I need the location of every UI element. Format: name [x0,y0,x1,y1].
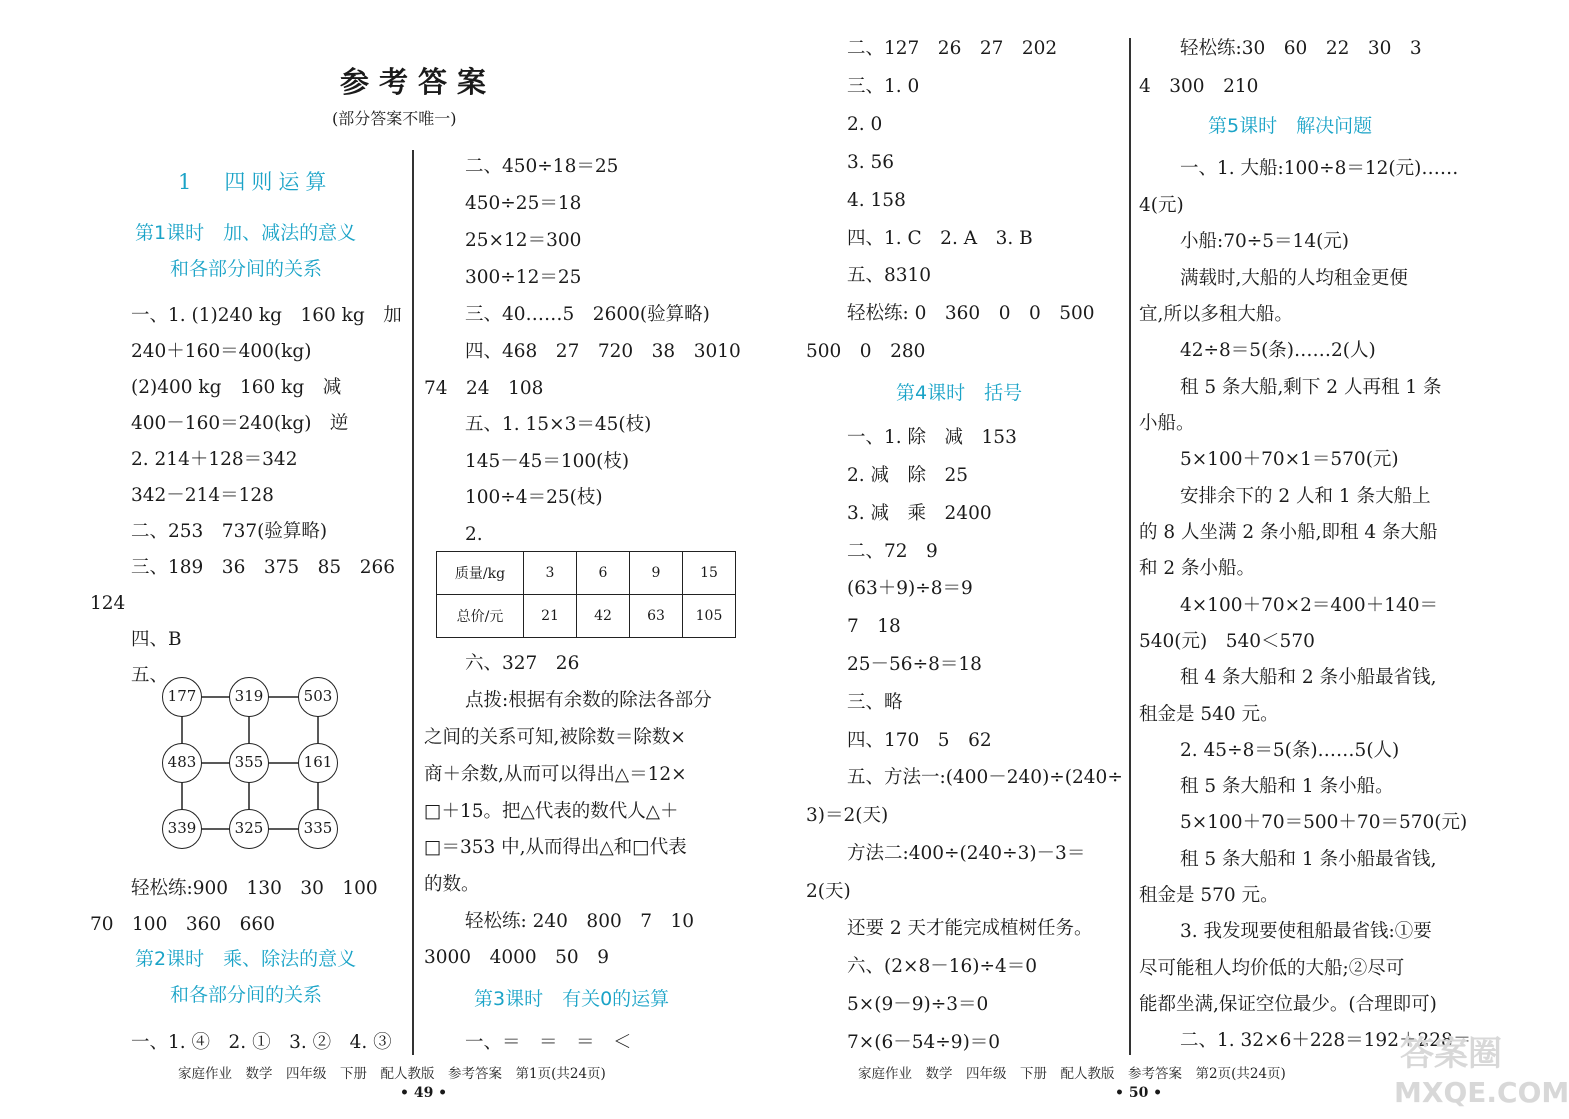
answer-line: 25－56÷8＝18 [847,654,982,675]
answer-line: 124 [90,593,126,614]
answer-line: 租 4 条大船和 2 条小船最省钱, [1180,667,1437,688]
answer-line: 方法二:400÷(240÷3)－3＝ [847,843,1086,864]
table-cell: 6 [577,552,630,595]
answer-line: 小船。 [1139,413,1195,434]
table-header-cell: 总价/元 [437,595,524,638]
table-cell: 105 [683,595,736,638]
lesson-1-heading: 第1课时 加、减法的意义 [135,222,357,244]
answer-line: 42÷8＝5(条)……2(人) [1180,340,1376,361]
answer-line: 三、40……5 2600(验算略) [465,304,710,325]
answer-line: 4×100＋70×2＝400＋140＝ [1180,595,1439,616]
answer-line: 300÷12＝25 [465,267,582,288]
answer-line: 100÷4＝25(枝) [465,487,603,508]
hint-line: 的数。 [424,874,480,895]
answer-line: 二、127 26 27 202 [847,38,1058,59]
answer-line: 三、1. 0 [847,76,920,97]
footer-left: 家庭作业 数学 四年级 下册 配人教版 参考答案 第1页(共24页) [178,1066,606,1082]
answer-line: 满载时,大船的人均租金更便 [1180,268,1408,289]
table-cell: 21 [524,595,577,638]
answer-line: 5×100＋70＝500＋70＝570(元) [1180,812,1468,833]
grid-cell: 483 [162,743,202,783]
hint-line: □＋15。把△代表的数代人△＋ [424,801,679,822]
answer-line: 的 8 人坐满 2 条小船,即租 4 条大船 [1139,522,1438,543]
table-row [437,552,736,595]
watermark-logo: 答案圈 [1400,1034,1502,1074]
answer-line: 7×(6－54÷9)＝0 [847,1032,1001,1053]
answer-line: 二、1. 32×6＋228＝192＋228＝ [1180,1030,1472,1051]
answer-line: 3)＝2(天) [806,805,889,826]
answer-line: 145－45＝100(枝) [465,451,630,472]
answer-line: 轻松练: 240 800 7 10 [465,911,695,932]
grid-cell: 319 [229,677,269,717]
lesson-2-heading-line2: 和各部分间的关系 [170,984,323,1006]
watermark-url: MXQE.COM [1394,1076,1569,1109]
answer-line: 租 5 条大船和 1 条小船最省钱, [1180,849,1437,870]
answer-line: 4 300 210 [1139,76,1259,97]
answer-line: 3. 减 乘 2400 [847,503,992,524]
hint-line: 商＋余数,从而可以得出△＝12× [424,764,687,785]
answer-line: 4. 158 [847,190,906,211]
table-cell: 15 [683,552,736,595]
answer-line: 尽可能租人均价低的大船;②尽可 [1139,958,1405,979]
answer-line: 租金是 570 元。 [1139,885,1279,906]
answer-line: 一、1. 大船:100÷8＝12(元)…… [1180,158,1459,179]
answer-line: 轻松练:30 60 22 30 3 [1180,38,1422,59]
answer-line: 240＋160＝400(kg) [131,341,312,362]
answer-line: 租 5 条大船和 1 条小船。 [1180,776,1394,797]
answer-line: 4(元) [1139,195,1184,216]
hint-line: 之间的关系可知,被除数＝除数× [424,727,686,748]
answer-line: 四、170 5 62 [847,730,992,751]
answer-line: 二、450÷18＝25 [465,156,619,177]
answer-line: 五、1. 15×3＝45(枝) [465,414,652,435]
answer-line: (2)400 kg 160 kg 减 [131,377,342,398]
table-cell: 63 [630,595,683,638]
answer-line: 轻松练:900 130 30 100 [131,878,378,899]
lesson-5-heading: 第5课时 解决问题 [1208,115,1373,137]
page-number-right: • 50 • [1115,1085,1163,1101]
grid-cell: 335 [298,809,338,849]
table-cell: 3 [524,552,577,595]
grid-cell: 503 [298,677,338,717]
grid-cell: 355 [229,743,269,783]
answer-line: 三、189 36 375 85 266 [131,557,396,578]
answer-line: 小船:70÷5＝14(元) [1180,231,1350,252]
price-table [436,551,736,638]
lesson-2-heading: 第2课时 乘、除法的意义 [135,948,357,970]
answer-line: 2(天) [806,881,851,902]
answer-line: 租金是 540 元。 [1139,704,1279,725]
answer-line: 五、8310 [847,265,932,286]
lesson-3-heading: 第3课时 有关0的运算 [474,988,670,1010]
answer-line: 2. 214＋128＝342 [131,449,298,470]
answer-line: 2. 减 除 25 [847,465,969,486]
answer-line: 2. [465,524,483,545]
answer-line: 四、1. C 2. A 3. B [847,228,1033,249]
hint-line: □＝353 中,从而得出△和□代表 [424,837,687,858]
answer-line: 3. 我发现要使租船最省钱:①要 [1180,921,1432,942]
grid-cell: 161 [298,743,338,783]
answer-line: 2. 0 [847,114,883,135]
answer-line: 2. 45÷8＝5(条)……5(人) [1180,740,1400,761]
table-header-cell: 质量/kg [437,552,524,595]
answer-line: 一、1. ④ 2. ① 3. ② 4. ③ [131,1032,392,1053]
answer-line: 四、468 27 720 38 3010 [465,341,741,362]
answer-line: 三、略 [847,692,903,713]
grid-cell: 325 [229,809,269,849]
grid-cell: 339 [162,809,202,849]
answer-line: 租 5 条大船,剩下 2 人再租 1 条 [1180,377,1442,398]
answer-line: 四、B [131,629,182,650]
answer-line: 轻松练: 0 360 0 0 500 [847,303,1095,324]
answer-line: (63＋9)÷8＝9 [847,578,973,599]
answer-line: 7 18 [847,616,901,637]
lesson-1-heading-line2: 和各部分间的关系 [170,258,323,280]
table-row [437,595,736,638]
page-title: 参考答案 [340,65,497,99]
column-divider-right [1129,38,1131,1055]
answer-line: 400－160＝240(kg) 逆 [131,413,349,434]
hint-line: 点拨:根据有余数的除法各部分 [465,690,712,711]
table-cell: 9 [630,552,683,595]
unit-title: 1 四则运算 [178,170,333,194]
answer-line: 安排余下的 2 人和 1 条大船上 [1180,486,1431,507]
grid-cell: 177 [162,677,202,717]
answer-line: 六、(2×8－16)÷4＝0 [847,956,1038,977]
column-divider-left [412,150,414,1055]
answer-line: 450÷25＝18 [465,193,582,214]
table-cell: 42 [577,595,630,638]
answer-line: 70 100 360 660 [90,914,275,935]
answer-line: 25×12＝300 [465,230,582,251]
grid-connectors [0,0,400,860]
lesson-4-heading: 第4课时 括号 [896,382,1023,404]
answer-line: 500 0 280 [806,341,926,362]
answer-line: 宜,所以多租大船。 [1139,304,1293,325]
answer-line: 一、1. 除 减 153 [847,427,1017,448]
answer-line: 3. 56 [847,152,895,173]
answer-line: 和 2 条小船。 [1139,558,1256,579]
answer-line: 5×(9－9)÷3＝0 [847,994,989,1015]
answer-line: 3000 4000 50 9 [424,947,609,968]
answer-line: 一、＝ ＝ ＝ ＜ [465,1032,632,1053]
answer-line: 还要 2 天才能完成植树任务。 [847,918,1093,939]
answer-line: 能都坐满,保证空位最少。(合理即可) [1139,994,1437,1015]
page-subtitle: (部分答案不唯一) [332,109,457,128]
answer-line: 5×100＋70×1＝570(元) [1180,449,1399,470]
page-number-left: • 49 • [400,1085,448,1101]
answer-line: 五、 [131,665,169,686]
answer-line: 二、253 737(验算略) [131,521,328,542]
answer-line: 五、方法一:(400－240)÷(240÷ [847,767,1123,788]
answer-line: 一、1. (1)240 kg 160 kg 加 [131,305,402,326]
footer-right: 家庭作业 数学 四年级 下册 配人教版 参考答案 第2页(共24页) [858,1066,1286,1082]
answer-line: 540(元) 540＜570 [1139,631,1315,652]
answer-line: 二、72 9 [847,541,938,562]
answer-line: 74 24 108 [424,378,544,399]
answer-line: 六、327 26 [465,653,580,674]
answer-line: 342－214＝128 [131,485,274,506]
